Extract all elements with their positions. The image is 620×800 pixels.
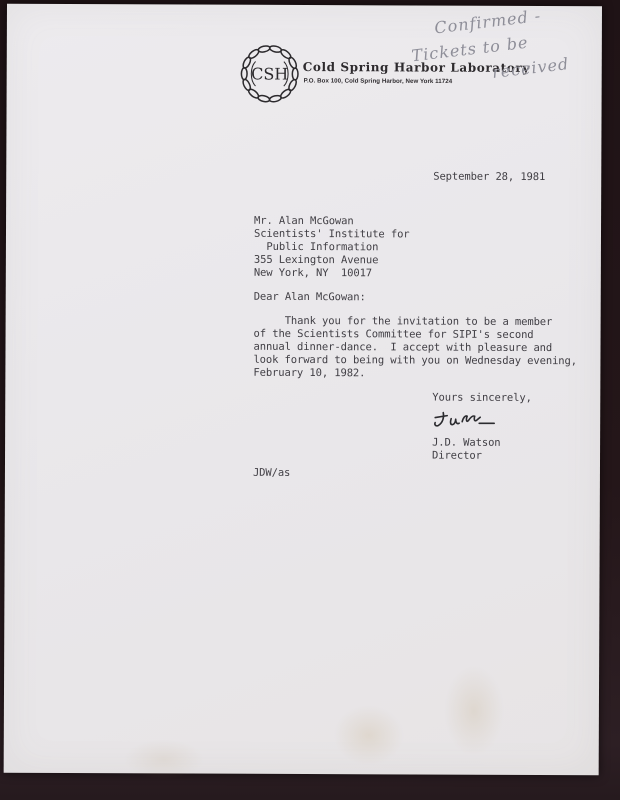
letter-date: September 28, 1981 — [433, 170, 546, 184]
handwritten-annotation — [400, 0, 620, 122]
recipient-address-block: Mr. Alan McGowan Scientists' Institute for Public Information 355 Lexington Avenue New York, NY 10017 — [253, 214, 410, 280]
paper-stain — [124, 739, 204, 779]
paper-stain — [444, 666, 504, 756]
signer-name: J.D. Watson — [432, 436, 501, 449]
salutation: Dear Alan McGowan: — [253, 290, 366, 304]
reference-initials: JDW/as — [252, 466, 291, 479]
csh-logo-ring-icon — [236, 41, 304, 107]
annotation-line-3: received — [491, 54, 571, 82]
closing-phrase: Yours sincerely, — [432, 391, 532, 404]
signer-title: Director — [432, 449, 482, 462]
annotation-line-1: Confirmed - — [433, 5, 543, 38]
letter-paper — [4, 4, 602, 776]
signature-scribble-icon — [432, 408, 502, 434]
paper-stain — [334, 705, 404, 765]
annotation-line-2: Tickets to be — [410, 32, 530, 66]
letterhead-org-name: Cold Spring Harbor Laboratory — [302, 59, 530, 75]
csh-logo-text: CSH — [251, 64, 289, 84]
csh-logo — [236, 41, 304, 107]
signature — [432, 408, 502, 438]
letter-body: Thank you for the invitation to be a member of the Scientists Committee for SIPI's second annual dinner-dance. I accept with pleasure and look forward to being with you on Wednesday evening, February 10, 1982. — [253, 314, 578, 380]
letterhead-org-address: P.O. Box 100, Cold Spring Harbor, New York 11724 — [303, 76, 453, 85]
